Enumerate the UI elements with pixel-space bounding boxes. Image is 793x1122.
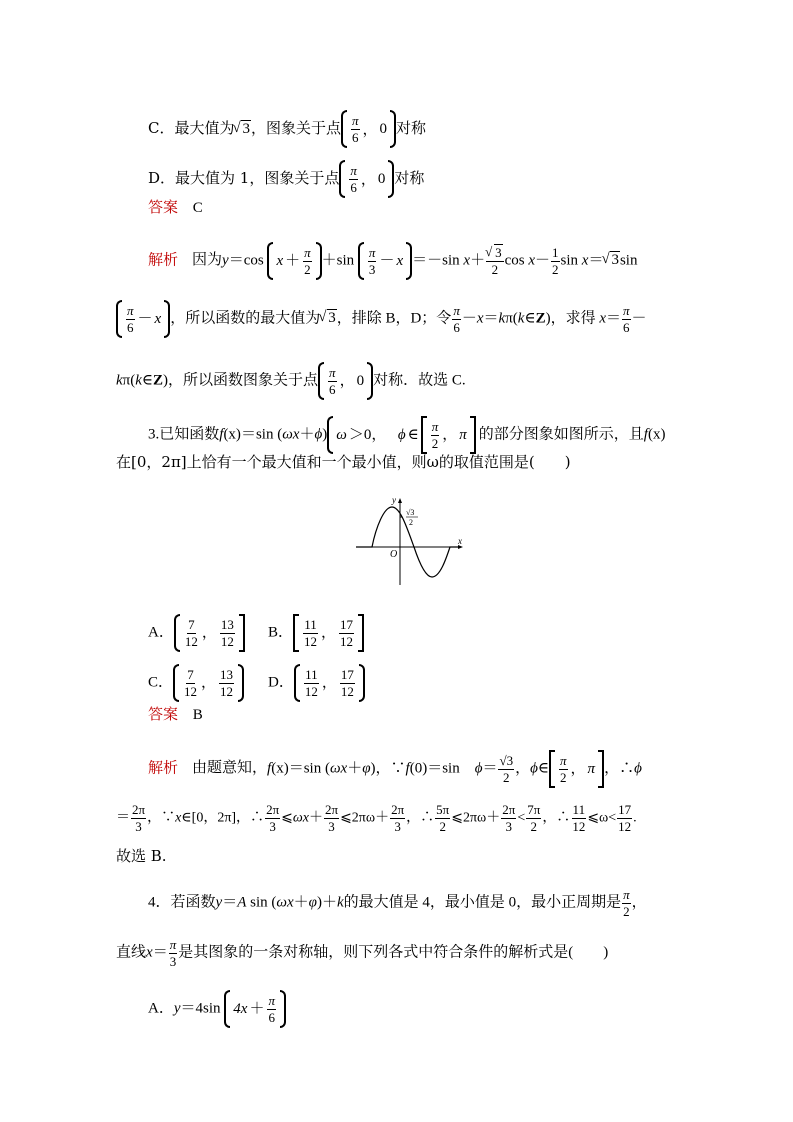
answer-label: 答案 bbox=[148, 198, 179, 216]
question-3-stem-cont: 在[0，2π]上恰有一个最大值和一个最小值，则ω的取值范围是( ) bbox=[116, 453, 571, 471]
option-b: B． 11 12 ， 17 12 bbox=[268, 614, 364, 652]
answer-line bbox=[148, 707, 203, 723]
sine-curve bbox=[356, 507, 458, 577]
point-bracket: π 6 ， 0 bbox=[341, 110, 396, 148]
question-4-stem-cont: 直线x＝ $\frac{\pi}{3}$ 是其图象的一条对称轴，则下列各式中符合条件的解析式是( ) bbox=[116, 937, 609, 969]
fraction: π 6 bbox=[352, 112, 359, 145]
analysis-line-1: 解析 由题意知，f(x)＝sin (ωx＋φ)，∵f(0)＝sin ϕ＝ $\frac{√3}{2}$ ，ϕ∈ π 2 ， π ，∴ϕ bbox=[148, 750, 642, 788]
answer-label: 答案 bbox=[148, 705, 179, 723]
question-4-stem: 4．若函数y＝A sin (ωx＋φ)＋k的最大值是 4，最小值是 0，最小正周期是 $\frac{\pi}{2}$ ， bbox=[148, 887, 647, 919]
option-label: C．最大值为 bbox=[148, 119, 235, 137]
answer-value: B bbox=[192, 707, 203, 723]
analysis-line-1: 解析 因为y＝cos x ＋ π 2 ＋sin π 3 － x ＝－sin x＋ √ $\frac{3}{2}$ cos x－ $\frac{1}{2}$ sin x＝√ 3sin bbox=[148, 242, 637, 280]
question-3-stem: 3.已知函数f(x)＝sin (ωx＋ϕ) ω ＞0， ϕ ∈ π 2 ， π 的部分图象如图所示，且f(x) bbox=[148, 416, 665, 454]
answer-line bbox=[148, 200, 203, 216]
option-d: D． 11 12 ， 17 12 bbox=[268, 664, 365, 702]
analysis-line-2: ＝ $\frac{2\pi}{3}$ ，∵x∈[0，2π]，∴ $\frac{2\pi}{3}$ ⩽ωx＋ $\frac{2\pi}{3}$ ⩽2πω＋ $\frac{2\pi}{3}$ ，∴ $\frac{5\pi}{2}$ ⩽2πω＋ $\frac{2\pi}{3}$ < $\frac{7\pi}{2}$ ，∴ $\frac{11}{12}$ ⩽ω< $\frac{17}{12}$ . bbox=[116, 802, 637, 834]
analysis-line-3: kπ(k∈Z)，所以函数图象关于点 π 6 ， 0 对称．故选 C. bbox=[116, 362, 466, 400]
x-axis-label: x bbox=[458, 536, 462, 546]
y-axis-arrow bbox=[398, 498, 402, 503]
fraction: π 6 bbox=[350, 162, 357, 195]
analysis-label: 解析 bbox=[148, 252, 179, 269]
origin-label: O bbox=[390, 549, 398, 560]
option-a: A． 7 12 ， 13 12 bbox=[148, 614, 245, 652]
value-numerator: √3 bbox=[406, 508, 415, 517]
analysis-line-2: π 6 － x ，所以函数的最大值为√ 3，排除 B，D；令 $\frac{\pi}{6}$ －x＝kπ(k∈Z)，求得 x＝ $\frac{\pi}{6}$ － bbox=[116, 300, 647, 338]
option-c: C． 7 12 ， 13 12 bbox=[148, 664, 244, 702]
option-label: D．最大值为 1，图象关于点 bbox=[148, 169, 340, 187]
answer-value: C bbox=[192, 200, 203, 216]
sqrt-expression: √ 3 bbox=[234, 122, 251, 137]
sine-graph bbox=[356, 495, 466, 587]
option-a: A．y＝4sin 4x ＋ π 6 bbox=[148, 990, 286, 1028]
option-c: C．最大值为√ 3，图象关于点 π 6 ， 0 对称 bbox=[148, 110, 426, 148]
analysis-label: 解析 bbox=[148, 760, 179, 777]
y-axis-label: y bbox=[392, 495, 396, 505]
option-d: D．最大值为 1，图象关于点 π 6 ， 0 对称 bbox=[148, 160, 424, 198]
value-denominator: 2 bbox=[409, 518, 413, 527]
analysis-line-3: 故选 B. bbox=[116, 847, 167, 865]
point-bracket: π 6 ， 0 bbox=[339, 160, 394, 198]
